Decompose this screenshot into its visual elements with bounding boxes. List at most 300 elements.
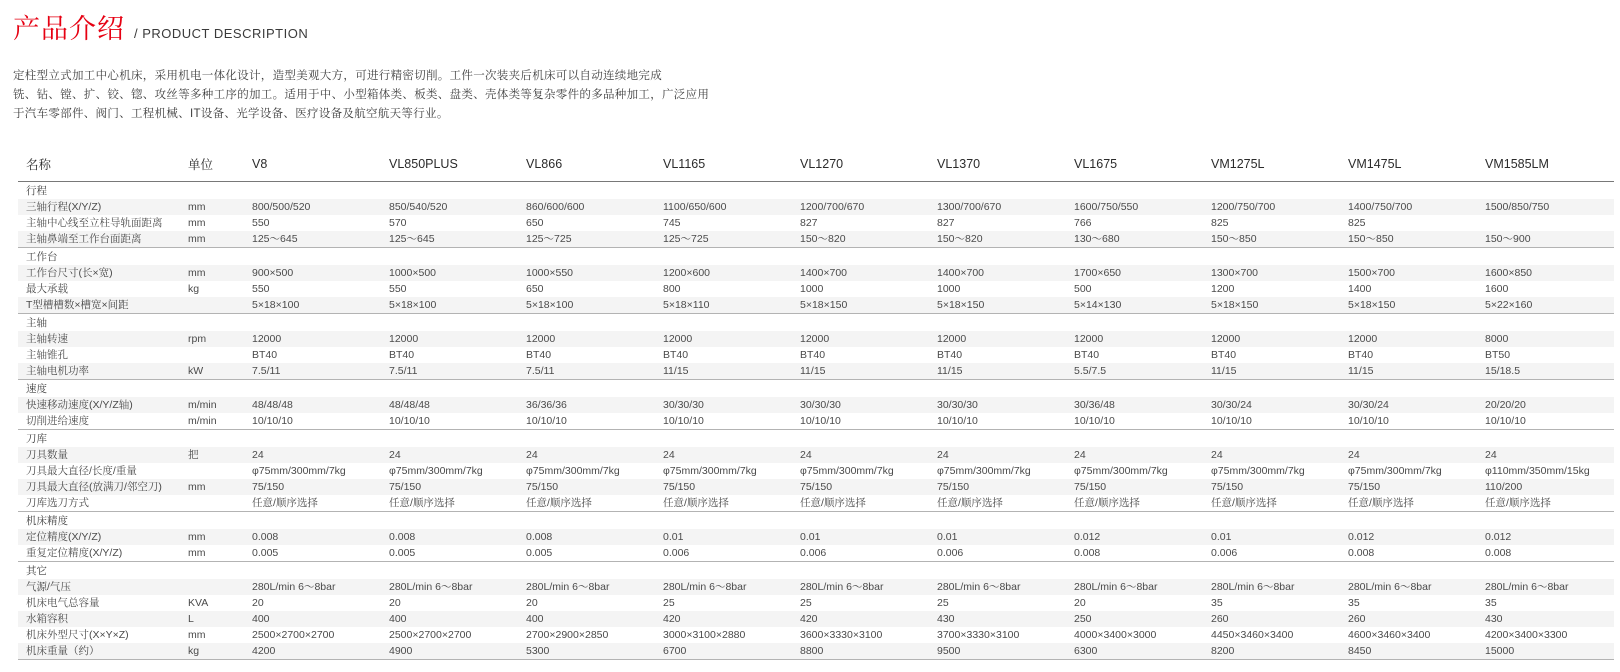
spec-cell: 420 (663, 613, 681, 625)
spec-cell: 280L/min 6～8bar (1348, 581, 1432, 593)
spec-cell: 570 (389, 217, 407, 229)
section-label: 刀库 (18, 430, 1614, 448)
row-label: 主轴电机功率 (26, 365, 89, 377)
spec-cell: 12000 (389, 333, 419, 345)
spec-cell: 20 (252, 597, 264, 609)
spec-cell: 0.008 (1074, 547, 1101, 559)
spec-row (18, 297, 1614, 314)
spec-row (18, 611, 1614, 627)
spec-cell: 11/15 (1348, 365, 1374, 377)
spec-cell: BT40 (389, 349, 415, 361)
spec-cell: 0.012 (1348, 531, 1375, 543)
spec-cell: 825 (1211, 217, 1229, 229)
spec-cell: 24 (663, 449, 675, 461)
spec-cell: 430 (937, 613, 955, 625)
row-unit: kW (188, 365, 204, 377)
column-header: VL850PLUS (381, 149, 518, 182)
spec-cell: 1100/650/600 (663, 201, 727, 213)
spec-row (18, 231, 1614, 248)
spec-cell: 280L/min 6～8bar (252, 581, 336, 593)
spec-cell: φ75mm/300mm/7kg (389, 465, 483, 477)
spec-cell: 1300×700 (1211, 267, 1259, 279)
spec-cell: 130～680 (1074, 233, 1120, 245)
spec-cell: BT40 (252, 349, 278, 361)
row-label: 刀具最大直径(放满刀/邻空刀) (26, 481, 162, 493)
row-unit: L (188, 613, 194, 625)
spec-cell: 250 (1074, 613, 1092, 625)
spec-cell: φ75mm/300mm/7kg (800, 465, 894, 477)
spec-row (18, 595, 1614, 611)
section-row (18, 314, 1614, 332)
spec-cell: 2700×2900×2850 (526, 629, 609, 641)
section-row (18, 430, 1614, 448)
spec-cell: 11/15 (663, 365, 689, 377)
section-label: 机床精度 (18, 512, 1614, 530)
spec-cell: 260 (1348, 613, 1366, 625)
spec-cell: 900×500 (252, 267, 294, 279)
spec-cell: 0.008 (526, 531, 553, 543)
spec-cell: 0.006 (937, 547, 964, 559)
spec-cell: 0.008 (252, 531, 279, 543)
spec-cell: 10/10/10 (1348, 415, 1389, 427)
spec-cell: 75/150 (389, 481, 422, 493)
spec-cell: 0.012 (1074, 531, 1101, 543)
spec-row (18, 215, 1614, 231)
spec-cell: 1500×700 (1348, 267, 1396, 279)
spec-cell: BT40 (1211, 349, 1237, 361)
spec-cell: 0.01 (663, 531, 684, 543)
row-label: 主轴锥孔 (26, 349, 68, 361)
spec-cell: 280L/min 6～8bar (1074, 581, 1158, 593)
row-label: 气源/气压 (26, 581, 71, 593)
spec-cell: BT40 (663, 349, 689, 361)
spec-cell: 150～850 (1211, 233, 1257, 245)
spec-row (18, 363, 1614, 380)
spec-cell: 1600×850 (1485, 267, 1533, 279)
spec-cell: 任意/顺序选择 (252, 497, 318, 509)
spec-cell: 1200/750/700 (1211, 201, 1276, 213)
spec-cell: 5×18×150 (937, 299, 985, 311)
spec-cell: 24 (526, 449, 538, 461)
spec-cell: 75/150 (1211, 481, 1244, 493)
row-label: 快速移动速度(X/Y/Z轴) (26, 399, 133, 411)
row-label: 主轴中心线至立柱导轨面距离 (26, 217, 163, 229)
section-label: 主轴 (18, 314, 1614, 332)
spec-cell: 75/150 (1074, 481, 1107, 493)
spec-cell: 10/10/10 (800, 415, 841, 427)
spec-cell: 280L/min 6～8bar (1485, 581, 1569, 593)
spec-cell: 400 (252, 613, 270, 625)
spec-cell: 420 (800, 613, 818, 625)
spec-cell: 150～900 (1485, 233, 1531, 245)
row-unit: mm (188, 481, 206, 493)
spec-cell: 10/10/10 (526, 415, 567, 427)
spec-cell: 任意/顺序选择 (389, 497, 455, 509)
spec-table (18, 149, 1614, 660)
row-unit: KVA (188, 597, 209, 609)
spec-cell: φ75mm/300mm/7kg (1211, 465, 1305, 477)
spec-cell: 30/30/24 (1211, 399, 1252, 411)
spec-cell: 任意/顺序选择 (1074, 497, 1140, 509)
spec-cell: 1600/750/550 (1074, 201, 1139, 213)
spec-cell: 125～645 (389, 233, 435, 245)
spec-cell: 0.01 (800, 531, 821, 543)
spec-cell: 0.008 (389, 531, 416, 543)
spec-cell: 125～725 (663, 233, 709, 245)
spec-cell: 12000 (1348, 333, 1378, 345)
spec-cell: 0.005 (389, 547, 416, 559)
row-unit: kg (188, 645, 200, 657)
row-unit: mm (188, 629, 206, 641)
spec-cell: 4200×3400×3300 (1485, 629, 1568, 641)
spec-cell: 550 (252, 217, 270, 229)
spec-row (18, 413, 1614, 430)
spec-cell: 12000 (526, 333, 556, 345)
spec-cell: 400 (389, 613, 407, 625)
spec-cell: 8450 (1348, 645, 1372, 657)
column-header: 名称 (18, 149, 180, 182)
spec-cell: 0.006 (663, 547, 690, 559)
spec-cell: 280L/min 6～8bar (389, 581, 473, 593)
spec-cell: 260 (1211, 613, 1229, 625)
spec-cell: 48/48/48 (389, 399, 430, 411)
spec-cell (1477, 215, 1614, 231)
row-unit: rpm (188, 333, 207, 345)
row-unit: m/min (188, 415, 217, 427)
spec-cell: 25 (663, 597, 675, 609)
column-header: VM1275L (1203, 149, 1340, 182)
spec-cell: 24 (1348, 449, 1360, 461)
spec-cell: 30/36/48 (1074, 399, 1115, 411)
row-label: 刀具最大直径/长度/重量 (26, 465, 137, 477)
spec-cell: 1200×600 (663, 267, 711, 279)
spec-cell: φ75mm/300mm/7kg (526, 465, 620, 477)
spec-cell: 4200 (252, 645, 276, 657)
spec-cell: 9500 (937, 645, 961, 657)
spec-cell: 7.5/11 (252, 365, 281, 377)
page-header (13, 14, 1606, 44)
spec-cell: 1400/750/700 (1348, 201, 1413, 213)
spec-cell: BT40 (1074, 349, 1100, 361)
spec-cell: 1000×550 (526, 267, 574, 279)
row-label: 工作台尺寸(长×宽) (26, 267, 113, 279)
row-label: 主轴转速 (26, 333, 68, 345)
spec-cell: 24 (1485, 449, 1497, 461)
row-unit (180, 579, 244, 595)
spec-cell: 4450×3460×3400 (1211, 629, 1294, 641)
spec-row (18, 199, 1614, 215)
spec-cell: 5×18×100 (252, 299, 300, 311)
row-unit: mm (188, 531, 206, 543)
spec-row (18, 627, 1614, 643)
row-unit: m/min (188, 399, 217, 411)
description-line: 定柱型立式加工中心机床，采用机电一体化设计，造型美观大方，可进行精密切削。工件一次装夹后机床可以自动连续地完成 (13, 70, 662, 82)
spec-cell: 1400 (1348, 283, 1372, 295)
spec-cell: 35 (1211, 597, 1223, 609)
row-unit: mm (188, 267, 206, 279)
row-label: 刀具数量 (26, 449, 68, 461)
spec-cell: 任意/顺序选择 (1485, 497, 1551, 509)
column-header: 单位 (180, 149, 244, 182)
spec-cell: 24 (252, 449, 264, 461)
page-title: 产品介绍 (13, 14, 125, 44)
spec-cell: 650 (526, 217, 544, 229)
row-label: 定位精度(X/Y/Z) (26, 531, 102, 543)
row-label: 最大承载 (26, 283, 68, 295)
description-line: 于汽车零部件、阀门、工程机械、IT设备、光学设备、医疗设备及航空航天等行业。 (13, 108, 449, 120)
section-row (18, 182, 1614, 200)
spec-cell: BT40 (937, 349, 963, 361)
spec-cell: 1000 (800, 283, 824, 295)
spec-cell: 2500×2700×2700 (252, 629, 335, 641)
spec-cell: 任意/顺序选择 (800, 497, 866, 509)
spec-cell: 20 (526, 597, 538, 609)
spec-cell: 35 (1485, 597, 1497, 609)
spec-cell: 1000×500 (389, 267, 437, 279)
column-header: VL1270 (792, 149, 929, 182)
row-unit (180, 347, 244, 363)
spec-cell: 24 (937, 449, 949, 461)
spec-cell: 550 (389, 283, 407, 295)
spec-cell: 1500/850/750 (1485, 201, 1550, 213)
spec-cell: 280L/min 6～8bar (937, 581, 1021, 593)
spec-cell: 10/10/10 (252, 415, 293, 427)
spec-cell: 任意/顺序选择 (937, 497, 1003, 509)
spec-cell: 280L/min 6～8bar (1211, 581, 1295, 593)
spec-cell: 1700×650 (1074, 267, 1122, 279)
spec-cell: 3000×3100×2880 (663, 629, 746, 641)
spec-cell: 500 (1074, 283, 1092, 295)
spec-row (18, 545, 1614, 562)
row-unit: mm (188, 547, 206, 559)
spec-cell: 0.005 (526, 547, 553, 559)
spec-cell: 5×18×150 (1211, 299, 1259, 311)
spec-cell: BT50 (1485, 349, 1511, 361)
spec-cell: 0.012 (1485, 531, 1512, 543)
spec-cell: 280L/min 6～8bar (663, 581, 747, 593)
spec-cell: φ75mm/300mm/7kg (937, 465, 1031, 477)
section-label: 速度 (18, 380, 1614, 398)
spec-cell: 430 (1485, 613, 1503, 625)
spec-cell: 10/10/10 (937, 415, 978, 427)
spec-cell: 30/30/24 (1348, 399, 1389, 411)
spec-cell: 0.006 (800, 547, 827, 559)
spec-cell: 25 (800, 597, 812, 609)
spec-row (18, 529, 1614, 545)
spec-cell: 75/150 (252, 481, 285, 493)
spec-cell: 11/15 (1211, 365, 1237, 377)
spec-cell: 任意/顺序选择 (1348, 497, 1414, 509)
spec-cell: φ75mm/300mm/7kg (663, 465, 757, 477)
spec-cell: 825 (1348, 217, 1366, 229)
row-unit: kg (188, 283, 200, 295)
spec-cell: 5×18×150 (1348, 299, 1396, 311)
spec-cell: 75/150 (663, 481, 696, 493)
spec-cell: 12000 (937, 333, 967, 345)
spec-row (18, 281, 1614, 297)
spec-cell: 0.008 (1485, 547, 1512, 559)
row-unit: mm (188, 233, 206, 245)
spec-cell: 1400×700 (937, 267, 985, 279)
spec-cell: 3600×3330×3100 (800, 629, 883, 641)
spec-cell: 12000 (800, 333, 830, 345)
spec-cell: 5300 (526, 645, 550, 657)
spec-cell: 800/500/520 (252, 201, 311, 213)
spec-cell: 5×22×160 (1485, 299, 1533, 311)
spec-cell: 0.006 (1211, 547, 1238, 559)
column-header: VM1475L (1340, 149, 1477, 182)
spec-cell: 827 (800, 217, 818, 229)
spec-cell: 25 (937, 597, 949, 609)
section-row (18, 512, 1614, 530)
column-header: VL1370 (929, 149, 1066, 182)
column-header: V8 (244, 149, 381, 182)
spec-row (18, 331, 1614, 347)
spec-cell: 15/18.5 (1485, 365, 1521, 377)
spec-row (18, 643, 1614, 660)
spec-cell: 650 (526, 283, 544, 295)
spec-cell: 1000 (937, 283, 961, 295)
spec-cell: 0.01 (937, 531, 958, 543)
table-header-row (18, 149, 1614, 182)
spec-cell: 1600 (1485, 283, 1509, 295)
spec-cell: 1200/700/670 (800, 201, 865, 213)
row-label: T型槽槽数×槽宽×间距 (26, 299, 129, 311)
spec-cell: 20 (389, 597, 401, 609)
spec-cell: 11/15 (800, 365, 826, 377)
spec-cell: 7.5/11 (526, 365, 555, 377)
section-label: 其它 (18, 562, 1614, 580)
spec-cell: 8000 (1485, 333, 1509, 345)
spec-cell: 24 (389, 449, 401, 461)
spec-cell: 20 (1074, 597, 1086, 609)
spec-cell: 4600×3460×3400 (1348, 629, 1431, 641)
row-label: 水箱容积 (26, 613, 68, 625)
spec-cell: 5×18×100 (389, 299, 437, 311)
spec-cell: 1200 (1211, 283, 1235, 295)
spec-cell: 150～820 (937, 233, 983, 245)
spec-cell: 125～725 (526, 233, 572, 245)
spec-cell: φ75mm/300mm/7kg (1074, 465, 1168, 477)
spec-cell: 110/200 (1485, 481, 1523, 493)
row-unit (180, 463, 244, 479)
section-row (18, 380, 1614, 398)
spec-cell: 15000 (1485, 645, 1515, 657)
spec-cell: 24 (1074, 449, 1086, 461)
spec-cell: 8200 (1211, 645, 1235, 657)
spec-cell: 827 (937, 217, 955, 229)
column-header: VL1675 (1066, 149, 1203, 182)
spec-cell: 75/150 (1348, 481, 1381, 493)
spec-cell: 30/30/30 (937, 399, 978, 411)
spec-cell: 150～820 (800, 233, 846, 245)
spec-cell: 12000 (252, 333, 282, 345)
spec-cell: 任意/顺序选择 (526, 497, 592, 509)
spec-row (18, 347, 1614, 363)
spec-cell: 10/10/10 (1074, 415, 1115, 427)
row-label: 三轴行程(X/Y/Z) (26, 201, 102, 213)
spec-row (18, 397, 1614, 413)
spec-cell: 30/30/30 (663, 399, 704, 411)
spec-cell: 280L/min 6～8bar (526, 581, 610, 593)
spec-cell: 3700×3330×3100 (937, 629, 1020, 641)
row-unit (180, 297, 244, 314)
spec-cell: φ75mm/300mm/7kg (1348, 465, 1442, 477)
spec-cell: 30/30/30 (800, 399, 841, 411)
spec-cell: 1400×700 (800, 267, 848, 279)
spec-cell: 24 (800, 449, 812, 461)
spec-cell: 10/10/10 (1485, 415, 1526, 427)
spec-row (18, 495, 1614, 512)
spec-cell: BT40 (800, 349, 826, 361)
spec-cell: 2500×2700×2700 (389, 629, 472, 641)
spec-cell: 850/540/520 (389, 201, 448, 213)
spec-cell: 766 (1074, 217, 1092, 229)
column-header: VM1585LM (1477, 149, 1614, 182)
spec-cell: 75/150 (526, 481, 559, 493)
spec-cell: 0.01 (1211, 531, 1232, 543)
spec-cell: 6300 (1074, 645, 1098, 657)
section-row (18, 562, 1614, 580)
row-label: 刀库选刀方式 (26, 497, 89, 509)
spec-cell: 12000 (1074, 333, 1104, 345)
spec-cell: 24 (1211, 449, 1223, 461)
spec-cell: BT40 (526, 349, 552, 361)
spec-cell: 550 (252, 283, 270, 295)
spec-cell: 1300/700/670 (937, 201, 1002, 213)
row-unit (180, 495, 244, 512)
spec-cell: 800 (663, 283, 681, 295)
spec-cell: 75/150 (800, 481, 833, 493)
section-row (18, 248, 1614, 266)
spec-cell: 10/10/10 (663, 415, 704, 427)
column-header: VL1165 (655, 149, 792, 182)
row-label: 切削进给速度 (26, 415, 89, 427)
spec-cell: 36/36/36 (526, 399, 567, 411)
row-unit: 把 (188, 449, 199, 461)
spec-row (18, 447, 1614, 463)
row-label: 主轴鼻端至工作台面距离 (26, 233, 142, 245)
row-label: 重复定位精度(X/Y/Z) (26, 547, 123, 559)
spec-cell: 0.008 (1348, 547, 1375, 559)
spec-row (18, 265, 1614, 281)
spec-cell: BT40 (1348, 349, 1374, 361)
spec-cell: 10/10/10 (1211, 415, 1252, 427)
spec-cell: 75/150 (937, 481, 970, 493)
spec-cell: 48/48/48 (252, 399, 293, 411)
spec-cell: 860/600/600 (526, 201, 585, 213)
page-title-en: / PRODUCT DESCRIPTION (134, 26, 309, 41)
product-description (13, 67, 1606, 124)
spec-row (18, 479, 1614, 495)
spec-cell: 400 (526, 613, 544, 625)
spec-cell: 125～645 (252, 233, 298, 245)
spec-cell: 5×14×130 (1074, 299, 1122, 311)
spec-cell: 5.5/7.5 (1074, 365, 1107, 377)
spec-cell: 280L/min 6～8bar (800, 581, 884, 593)
description-line: 铣、钻、镗、扩、铰、锪、攻丝等多种工序的加工。适用于中、小型箱体类、板类、盘类、壳体类等复杂零件的多品种加工，广泛应用 (13, 89, 710, 101)
spec-cell: 8800 (800, 645, 824, 657)
spec-cell: 12000 (1211, 333, 1241, 345)
spec-cell: 10/10/10 (389, 415, 430, 427)
spec-cell: 12000 (663, 333, 693, 345)
spec-row (18, 463, 1614, 479)
spec-row (18, 579, 1614, 595)
section-label: 工作台 (18, 248, 1614, 266)
spec-cell: 5×18×150 (800, 299, 848, 311)
spec-cell: 0.005 (252, 547, 279, 559)
spec-cell: 任意/顺序选择 (1211, 497, 1277, 509)
